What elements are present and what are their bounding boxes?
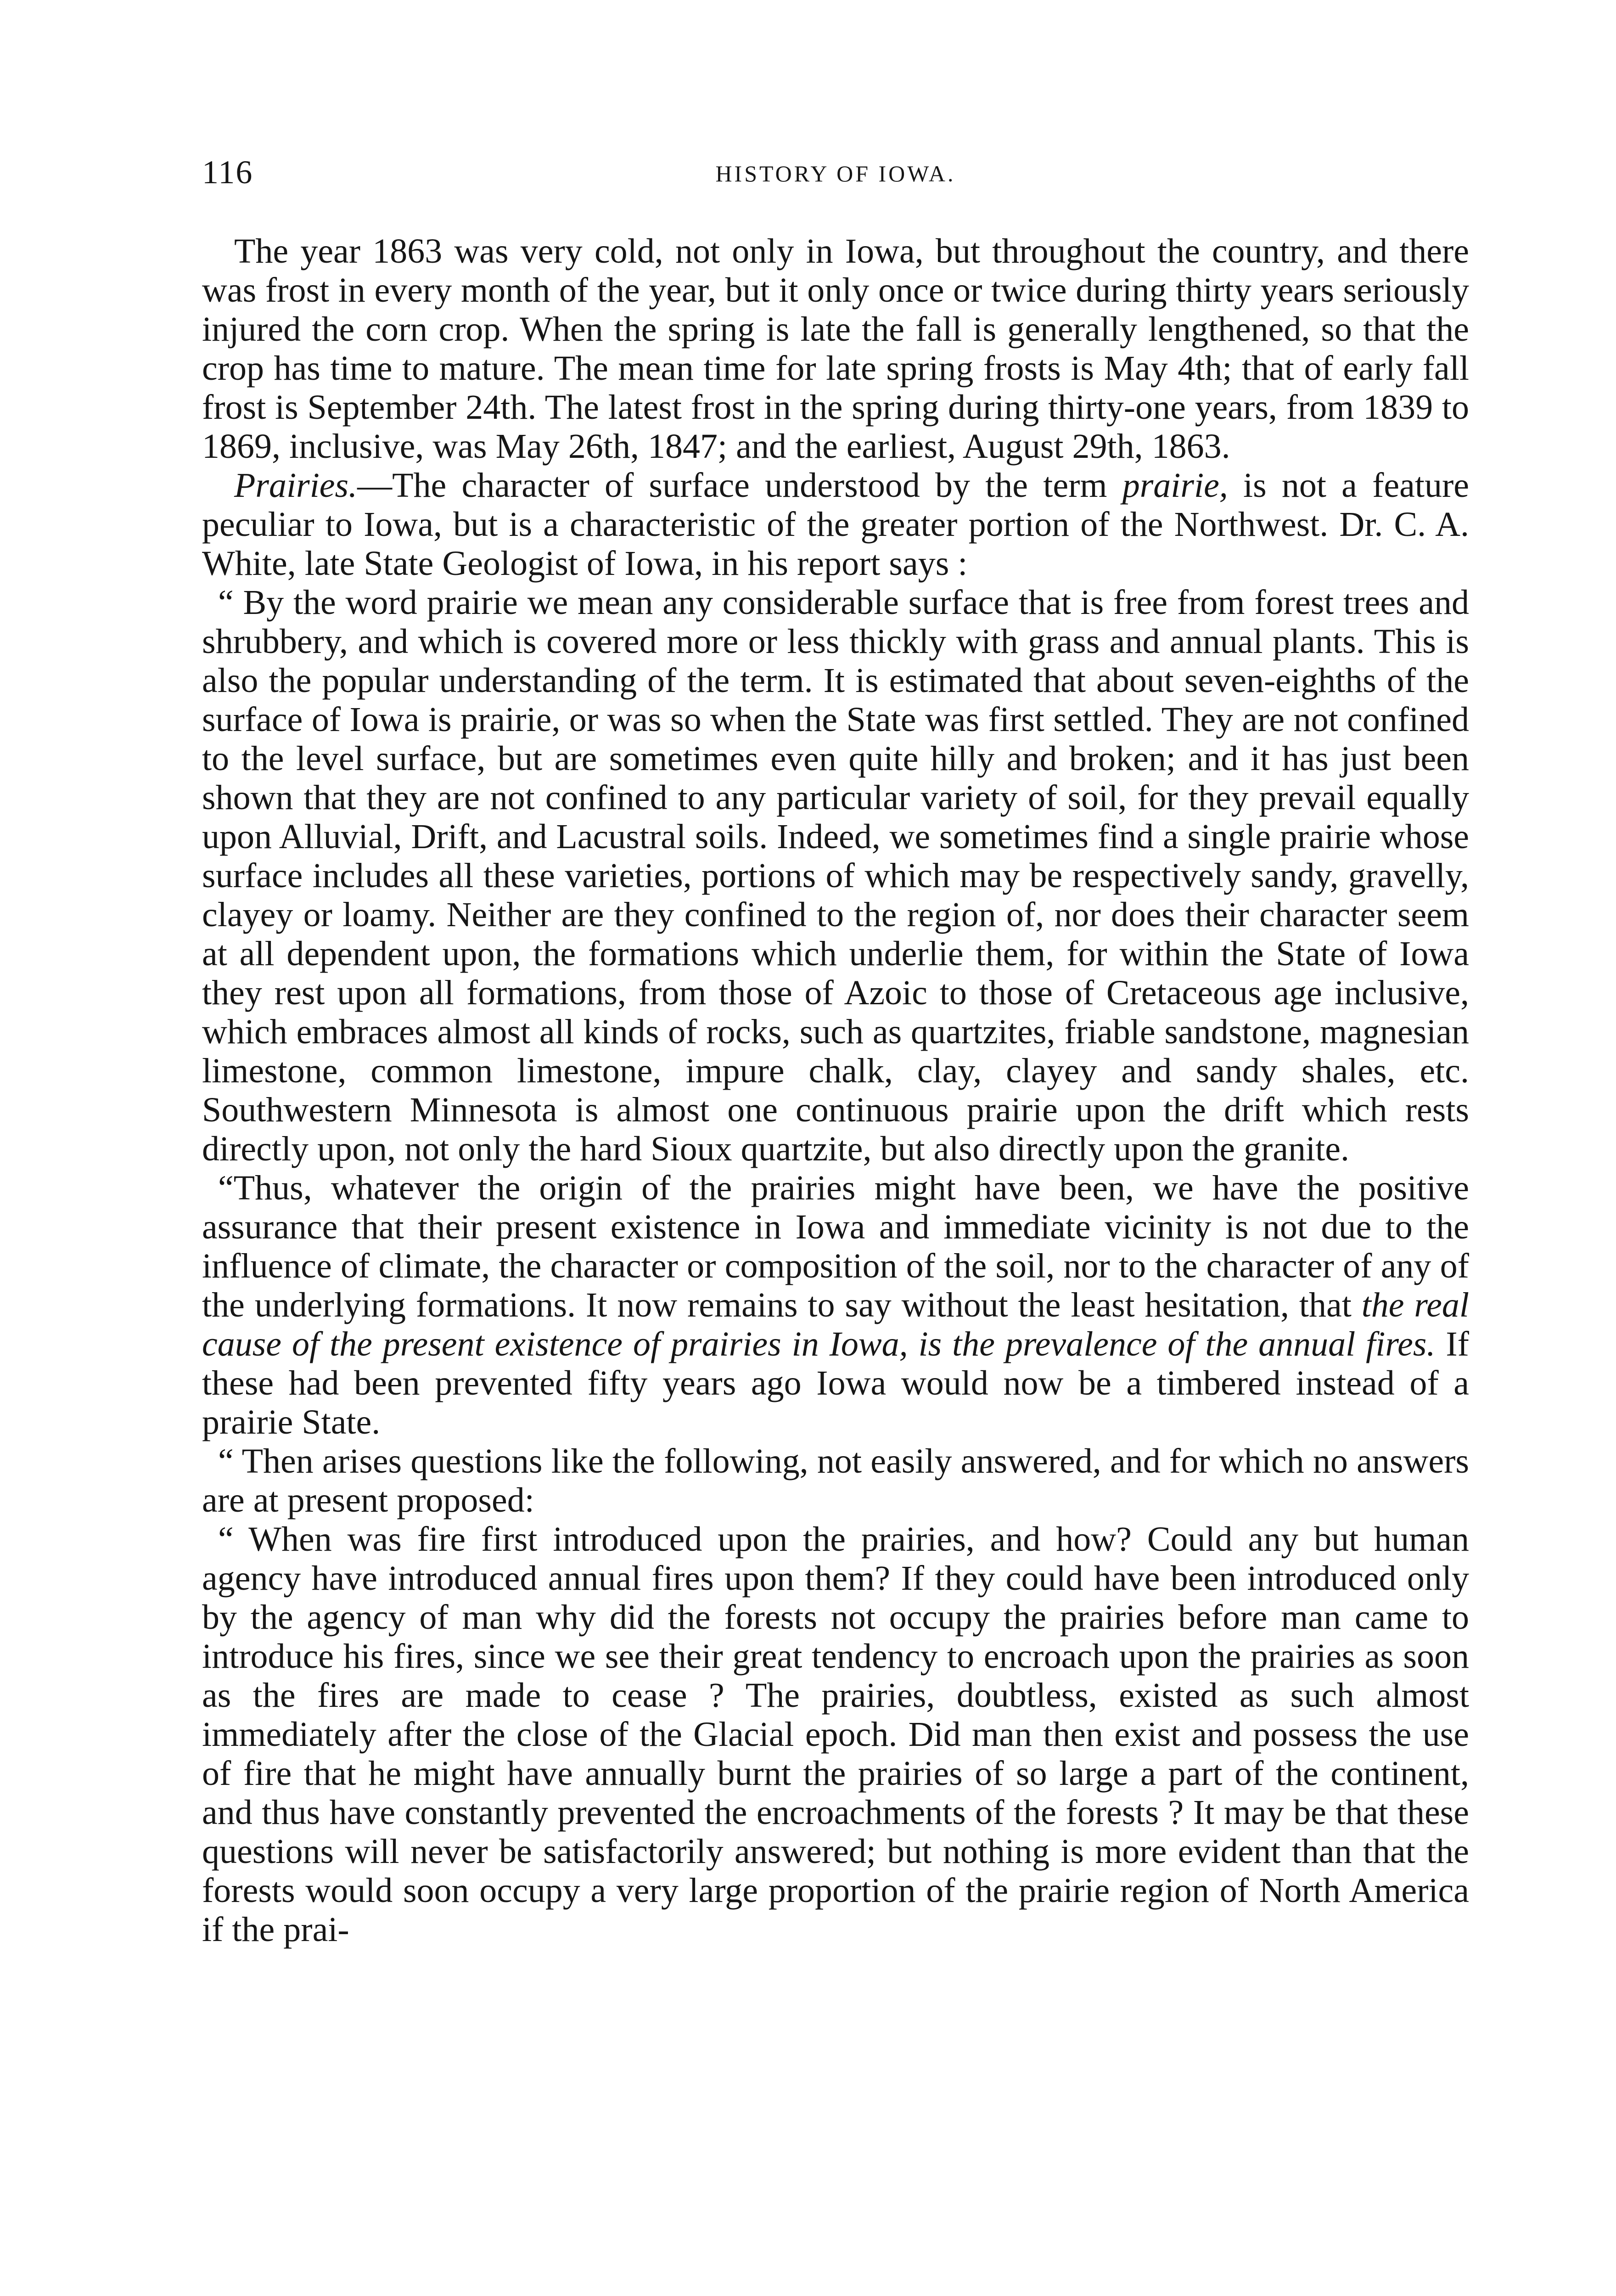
origin-text-a: “Thus, whatever the origin of the prairies might have been, we have the positive assurance that their present existence in Iowa and immediate vicinity is not due to the influence of climate, the character or composition of the soil, nor to the character of any of the underlying formations. It now remains to say without the least hesitation, that bbox=[202, 1169, 1469, 1324]
quote-paragraph-questions-intro: “ Then arises questions like the following, not easily answered, and for which no answers are at present proposed: bbox=[202, 1442, 1469, 1519]
prairie-term: prairie, bbox=[1122, 466, 1228, 505]
page-number: 116 bbox=[202, 154, 253, 191]
paragraph-prairies-intro bbox=[202, 466, 1469, 583]
prairies-heading: Prairies. bbox=[234, 466, 358, 505]
prairies-intro-text-a: —The character of surface understood by the term bbox=[357, 466, 1122, 505]
running-header bbox=[202, 152, 1469, 202]
quote-paragraph-questions: “ When was fire first introduced upon the prairies, and how? Could any but human agency have introduced annual fires upon them? If they could have been introduced only by the agency of man why did the forests not occupy the prairies before man came to introduce his fires, since we see their great tendency to encroach upon the prairies as soon as the fires are made to cease ? The prairies, doubtless, existed as such almost immediately after the close of the Glacial epoch. Did man then exist and possess the use of fire that he might have annually burnt the prairies of so large a part of the continent, and thus have constantly prevented the encroachments of the forests ? It may be that these questions will never be satisfactorily answered; but nothing is more evident than that the forests would soon occupy a very large proportion of the prairie region of North America if the prai- bbox=[202, 1520, 1469, 1949]
running-title: HISTORY OF IOWA. bbox=[715, 161, 956, 186]
body-text bbox=[202, 232, 1469, 1949]
origin-text-b: If these had been prevented fifty years ago Iowa would now be a timbered instead of a prairie State. bbox=[202, 1325, 1469, 1441]
real-cause-emphasis: the real cause of the present existence of prairies in Iowa, is the prevalence of the annual fires. bbox=[202, 1286, 1469, 1363]
quote-paragraph-definition: “ By the word prairie we mean any considerable surface that is free from forest trees and shrubbery, and which is covered more or less thickly with grass and annual plants. This is also the popular understanding of the term. It is estimated that about seven-eighths of the surface of Iowa is prairie, or was so when the State was first settled. They are not confined to the level surface, but are sometimes even quite hilly and broken; and it has just been shown that they are not confined to any particular variety of soil, for they prevail equally upon Alluvial, Drift, and Lacustral soils. Indeed, we sometimes find a single prairie whose surface includes all these varieties, portions of which may be respectively sandy, gravelly, clayey or loamy. Neither are they confined to the region of, nor does their character seem at all dependent upon, the formations which underlie them, for within the State of Iowa they rest upon all formations, from those of Azoic to those of Cretaceous age inclusive, which embraces almost all kinds of rocks, such as quartzites, friable sandstone, magnesian limestone, common limestone, impure chalk, clay, clayey and sandy shales, etc. Southwestern Minnesota is almost one continuous prairie upon the drift which rests directly upon, not only the hard Sioux quartzite, but also directly upon the granite. bbox=[202, 583, 1469, 1168]
paragraph-frost-1863: The year 1863 was very cold, not only in Iowa, but throughout the country, and there was frost in every month of the year, but it only once or twice during thirty years seriously injured the corn crop. When the spring is late the fall is generally lengthened, so that the crop has time to mature. The mean time for late spring frosts is May 4th; that of early fall frost is September 24th. The latest frost in the spring during thirty-one years, from 1839 to 1869, inclusive, was May 26th, 1847; and the earliest, August 29th, 1863. bbox=[202, 232, 1469, 466]
quote-paragraph-origin bbox=[202, 1169, 1469, 1442]
prairies-intro-text-b: is not a feature peculiar to Iowa, but is a characteristic of the greater portion of the Northwest. Dr. C. A. White, late State Geologist of Iowa, in his report says : bbox=[202, 466, 1470, 583]
